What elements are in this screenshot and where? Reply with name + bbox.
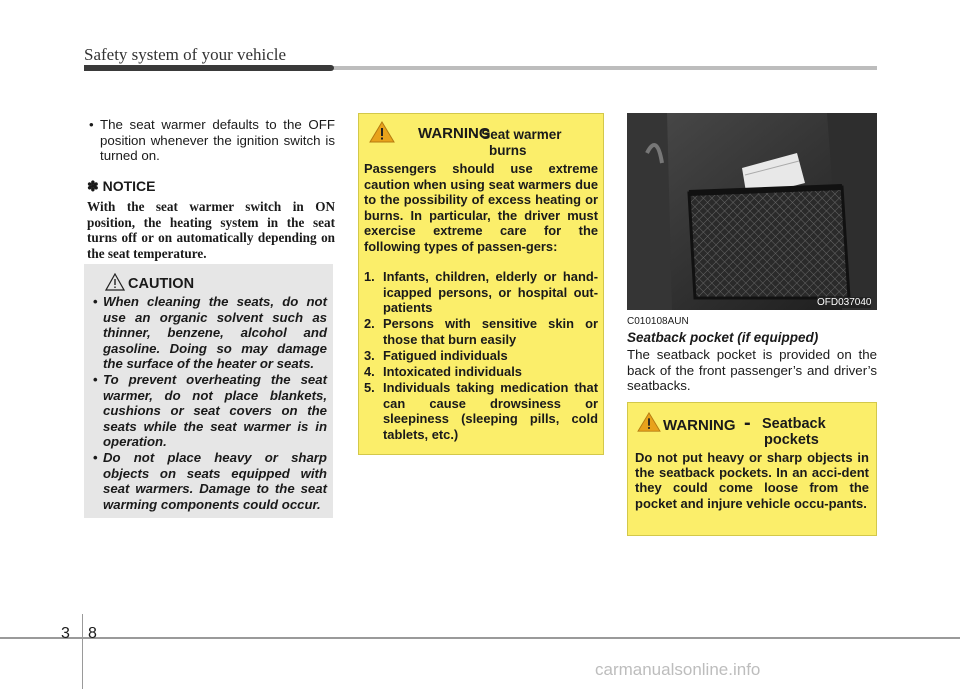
watermark: carmanualsonline.info (595, 660, 761, 679)
footer-rule (0, 637, 960, 639)
caution-triangle-icon (105, 273, 125, 291)
caution-title: CAUTION (128, 276, 195, 292)
caution-item (93, 294, 327, 372)
list-number: 2. (364, 316, 375, 331)
seatback-pocket-illustration (627, 113, 877, 310)
footer-divider (82, 614, 83, 689)
warning-triangle-icon (636, 411, 662, 433)
warning-subtitle: Seatback (762, 416, 826, 432)
warning-intro: Passengers should use extreme caution when using seat warmers due to the possibility of excess heating or burns. In particular, the driver must exercise extreme care for the following types of passen-gers: (364, 161, 598, 254)
notice-body: With the seat warmer switch in ON position, the heating system in the seat turns off or on automatically depending on the seat temperature. (87, 199, 335, 261)
bullet-paragraph (89, 117, 335, 164)
warning-subtitle: - Seat warmer (473, 127, 562, 142)
warning-list-item (364, 316, 598, 347)
list-text: Fatigued individuals (383, 348, 508, 363)
warning-list-item (364, 269, 598, 316)
page-number: 8 (88, 625, 97, 642)
section-code: C010108AUN (627, 316, 689, 327)
section-title: Seatback pocket (if equipped) (627, 330, 819, 345)
seatback-pocket-photo (627, 113, 877, 310)
list-number: 1. (364, 269, 375, 284)
warning-subtitle-line2: pockets (764, 432, 819, 448)
bullet-text: The seat warmer defaults to the OFF position whenever the ignition switch is turned on. (100, 117, 335, 163)
header-rule-accent (84, 65, 334, 71)
list-text: Persons with sensitive skin or those that burn easily (383, 316, 598, 347)
list-text: Intoxicated individuals (383, 364, 522, 379)
list-number: 5. (364, 380, 375, 395)
section-body: The seatback pocket is provided on the back of the front passenger’s and driver’s seatbacks. (627, 347, 877, 393)
warning-dash: - (744, 412, 751, 434)
caution-item-text: When cleaning the seats, do not use an organic solvent such as thinner, benzene, alcohol and gasoline. Doing so may damage the surface of the heater or seats. (103, 294, 327, 371)
caution-item-text: Do not place heavy or sharp objects on seats equipped with seat warmers. Damage to the seat warming components could occur. (103, 450, 327, 512)
warning-list-item (364, 380, 598, 442)
list-text: Infants, children, elderly or hand-icapped persons, or hospital out-patients (383, 269, 598, 315)
warning-title: WARNING (663, 417, 736, 434)
caution-item-text: To prevent overheating the seat warmer, do not place blankets, cushions or seat covers on the seats while the seat warmer is in operation. (103, 372, 327, 449)
caution-item (93, 372, 327, 450)
page-chapter-number: 3 (61, 625, 70, 642)
warning-subtitle-line2: burns (489, 143, 527, 158)
list-text: Individuals taking medication that can cause drowsiness or sleepiness (sleeping pills, cold tablets, etc.) (383, 380, 598, 442)
warning-list-item (364, 348, 598, 364)
caution-item (93, 450, 327, 512)
warning-title: WARNING (418, 125, 491, 142)
warning-list-item (364, 364, 598, 380)
page-header-title: Safety system of your vehicle (84, 45, 287, 64)
warning-body: Do not put heavy or sharp objects in the seatback pockets. In an acci-dent they could come loose from the pocket and injure vehicle occu-pants. (635, 450, 869, 511)
bullet-dot: • (89, 117, 94, 132)
list-number: 4. (364, 364, 375, 379)
warning-triangle-icon (368, 120, 396, 144)
bullet-dot: • (93, 372, 98, 387)
photo-caption: OFD037040 (817, 297, 872, 308)
bullet-dot: • (93, 294, 98, 309)
list-number: 3. (364, 348, 375, 363)
notice-title: ✽ NOTICE (87, 178, 156, 194)
bullet-dot: • (93, 450, 98, 465)
